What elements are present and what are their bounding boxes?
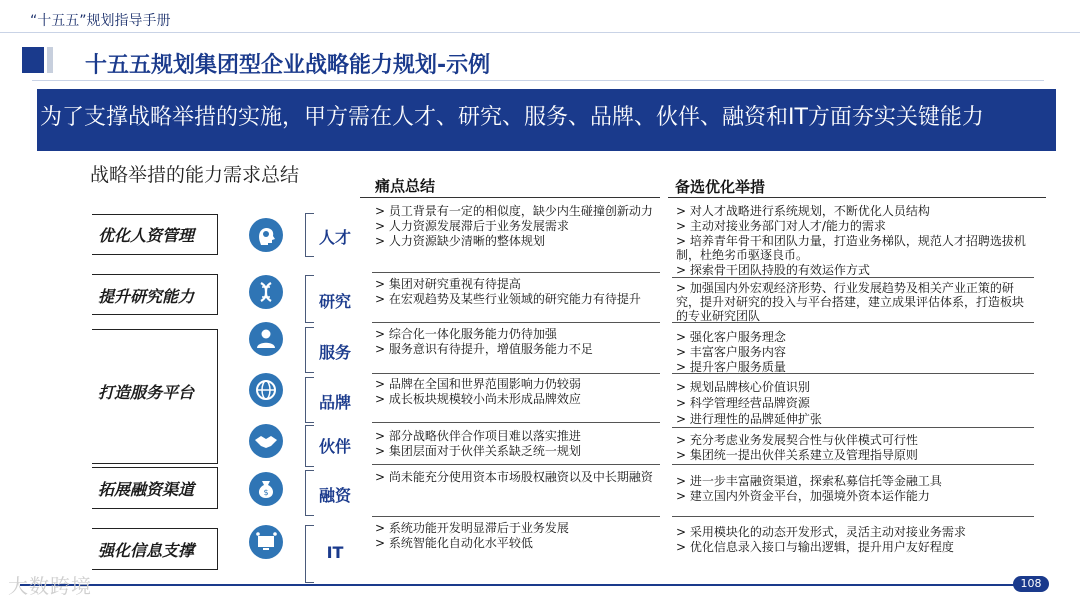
dna-icon [249,275,283,309]
row-divider [372,464,660,465]
measure-item: > 优化信息录入接口与输出逻辑，提升用户友好程度 [676,540,954,554]
pain-point: > 尚未能充分使用资本市场股权融资以及中长期融资 [375,470,653,484]
measure-item: > 充分考虑业务发展契合性与伙伴模式可行性 [676,433,918,447]
capability-label: 融资 [318,486,351,505]
row-divider [372,516,660,517]
measure-item: > 科学管理经营品牌资源 [676,396,810,410]
category-label: 打造服务平台 [98,383,195,402]
measure-item: > 集团统一提出伙伴关系建立及管理指导原则 [676,448,918,462]
computer-network-icon [249,525,283,559]
pain-point: > 服务意识有待提升，增值服务能力不足 [375,342,593,356]
pain-point: > 品牌在全国和世界范围影响力仍较弱 [375,377,581,391]
measure-item: > 提升客户服务质量 [676,360,786,374]
pain-point: > 系统智能化自动化水平较低 [375,536,533,550]
measure-item: > 主动对接业务部门对人才/能力的需求 [676,219,886,233]
pain-point: > 在宏观趋势及某些行业领域的研究能力有待提升 [375,292,641,306]
category-label: 优化人资管理 [98,226,195,245]
pain-header-line [360,197,660,198]
footer-line [20,584,1015,586]
measure-item: > 建立国内外资金平台，加强境外资本运作能力 [676,489,930,503]
row-divider [672,277,1034,278]
capability-label: 人才 [318,228,351,247]
measure-item: > 强化客户服务理念 [676,330,786,344]
category-label: 拓展融资渠道 [98,480,195,499]
booklet-name: “十五五”规划指导手册 [30,13,171,29]
handshake-icon [249,424,283,458]
capability-label: 伙伴 [318,437,351,456]
row-divider [672,516,1034,517]
measures-column-header: 备选优化举措 [675,178,766,196]
measures-header-line [668,197,1046,198]
pain-point: > 系统功能开发明显滞后于业务发展 [375,521,569,535]
title-divider [32,80,1044,81]
svg-text:$: $ [263,488,269,497]
title-accent-block [22,47,44,73]
measure-item: > 加强国内外宏观经济形势、行业发展趋势及相关产业正策的研究，提升对研究的投入与平台搭建，建立成果评估体系，打造板块的专业研究团队 [676,281,1025,323]
row-divider [672,427,1034,428]
row-divider [372,373,660,374]
measure-item: > 采用模块化的动态开发形式，灵活主动对接业务需求 [676,525,966,539]
globe-icon [249,373,283,407]
pain-point: > 员工背景有一定的相似度，缺少内生碰撞创新动力 [375,204,653,218]
page-title: 十五五规划集团型企业战略能力规划-示例 [85,53,491,78]
pain-point: > 集团层面对于伙伴关系缺乏统一规划 [375,444,581,458]
pain-point: > 成长板块规模较小尚未形成品牌效应 [375,392,581,406]
category-label: 提升研究能力 [98,287,195,306]
pain-point: > 人力资源发展滞后于业务发展需求 [375,219,569,233]
measure-item: > 规划品牌核心价值识别 [676,380,810,394]
pain-point: > 人力资源缺少清晰的整体规划 [375,234,545,248]
pain-column-header: 痛点总结 [375,177,436,195]
category-label: 强化信息支撑 [98,541,195,560]
measure-item: > 培养青年骨干和团队力量，打造业务梯队，规范人才招聘选拔机制，杜绝劣币驱逐良币。 [676,234,1026,262]
money-bag-icon [249,472,283,506]
brain-head-icon [249,218,283,252]
capability-label: 品牌 [318,393,351,412]
measure-item: > 进一步丰富融资渠道，探索私募信托等金融工具 [676,474,942,488]
header-divider [0,32,1080,33]
pain-point: > 部分战略伙伴合作项目难以落实推进 [375,429,581,443]
service-person-icon [249,322,283,356]
pain-point: > 综合化一体化服务能力仍待加强 [375,327,557,341]
row-divider [372,422,660,423]
capability-label: IT [326,543,344,562]
page-number: 108 [1013,576,1049,592]
key-message-text: 为了支撑战略举措的实施，甲方需在人才、研究、服务、品牌、伙伴、融资和IT方面夯实关键能力 [40,105,984,130]
measure-item: > 丰富客户服务内容 [676,345,786,359]
measure-item: > 进行理性的品牌延伸扩张 [676,412,822,426]
row-divider [372,322,660,323]
measure-item: > 对人才战略进行系统规划，不断优化人员结构 [676,204,930,218]
capability-label: 服务 [318,343,351,362]
title-accent-stripe [47,47,53,73]
watermark: 大数跨境 [8,574,92,598]
measure-item: > 探索骨干团队持股的有效运作方式 [676,263,870,277]
row-divider [372,272,660,273]
row-divider [672,464,1034,465]
capability-label: 研究 [318,292,351,311]
pain-point: > 集团对研究重视有待提高 [375,277,521,291]
summary-title: 战略举措的能力需求总结 [90,164,300,186]
